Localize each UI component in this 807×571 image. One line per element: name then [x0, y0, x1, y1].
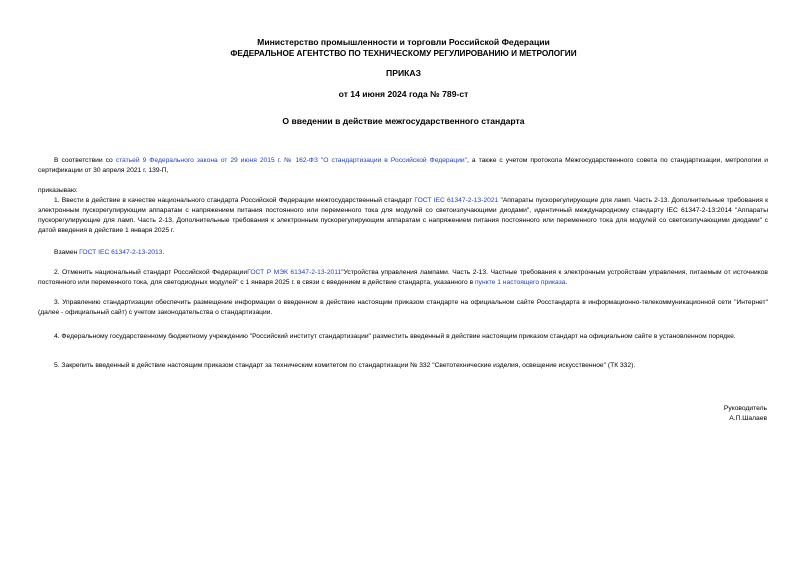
document-date-number: от 14 июня 2024 года № 789-ст — [338, 89, 469, 99]
item-2-middle: "Устройства управления лампами. Часть 2-13. Частные требования к электронным устройствам управления, питаемым от источников постоянного или переменного тока, для светодиодных модулей" с 1 января 2025 г. в связи с введением в действие стандарта, указанного в — [38, 269, 768, 286]
gost-2013-link[interactable]: ГОСТ IEC 61347-2-13-2013 — [79, 249, 163, 256]
order-word: приказываю: — [38, 187, 78, 194]
item-3-paragraph: 3. Управлению стандартизации обеспечить размещение информации о введенном в действие настоящим приказом стандарте на официальном сайте Росстандарта в информационно-телекоммуникационной сети "Интернет" (далее - официальный сайт) с учетом законодательства о стандартизации. — [38, 299, 768, 316]
item-2-prefix: 2. Отменить национальный стандарт Российской Федерации — [54, 269, 248, 276]
document-subject: О введении в действие межгосударственного стандарта — [282, 116, 525, 126]
item-2-suffix: . — [565, 279, 568, 286]
item-5-paragraph: 5. Закрепить введенный в действие настоящим приказом стандарт за техническим комитетом по стандартизации № 332 "Светотехнические изделия, освещение искусственное" (ТК 332). — [54, 362, 636, 369]
replacement-prefix: Взамен — [54, 249, 80, 256]
item-1-paragraph — [38, 196, 768, 236]
federal-law-link[interactable]: статьей 9 Федерального закона от 29 июня 2015 г. № 162-ФЗ "О стандартизации в Российской Федерации" — [115, 157, 468, 164]
gost-r-mek-link[interactable]: ГОСТ Р МЭК 61347-2-13-2011 — [247, 269, 342, 276]
document-type: ПРИКАЗ — [386, 68, 421, 78]
item-2-paragraph — [38, 268, 768, 288]
intro-paragraph — [38, 156, 768, 176]
gost-2021-link[interactable]: ГОСТ IEC 61347-2-13-2021 — [414, 197, 499, 204]
agency-heading: ФЕДЕРАЛЬНОЕ АГЕНТСТВО ПО ТЕХНИЧЕСКОМУ РЕГУЛИРОВАНИЮ И МЕТРОЛОГИИ — [230, 49, 577, 58]
replacement-suffix: . — [162, 249, 165, 256]
item-1-suffix: "Аппараты пускорегулирующие для ламп. Часть 2-13. Дополнительные требования к электронным пускорегулирующим аппаратам с напряжением питания постоянного или переменного тока для модулей со светоизлучающими диодами", идентичный международному стандарту IEC 61347-2-13:2014 "Аппараты пускорегулирующие для ламп. Часть 2-13. Дополнительные требования к электронным пускорегулирующим аппаратам с напряжением питания постоянного или переменного тока для модулей со светоизлучающими диодами" с датой введения в действие 1 января 2025 г. — [38, 197, 768, 234]
signature-title: Руководитель — [723, 405, 767, 412]
item-1-prefix: 1. Ввести в действие в качестве национального стандарта Российской Федерации межгосударственный стандарт — [54, 197, 415, 204]
intro-prefix: В соответствии со — [54, 157, 116, 164]
replacement-paragraph — [38, 248, 768, 258]
ministry-heading: Министерство промышленности и торговли Российской Федерации — [257, 37, 550, 47]
intro-suffix: , а также с учетом протокола Межгосударственного совета по стандартизации, метрологии и сертификации от 30 апреля 2021 г. 139-П, — [38, 157, 768, 174]
signature-name: А.П.Шалаев — [729, 415, 767, 422]
item-4-paragraph: 4. Федеральному государственному бюджетному учреждению "Российский институт стандартизации" разместить введенный в действие настоящим приказом стандарт на официальном сайте в установленном порядке. — [54, 333, 736, 340]
item-1-reference-link[interactable]: пункте 1 настоящего приказа — [475, 279, 566, 286]
